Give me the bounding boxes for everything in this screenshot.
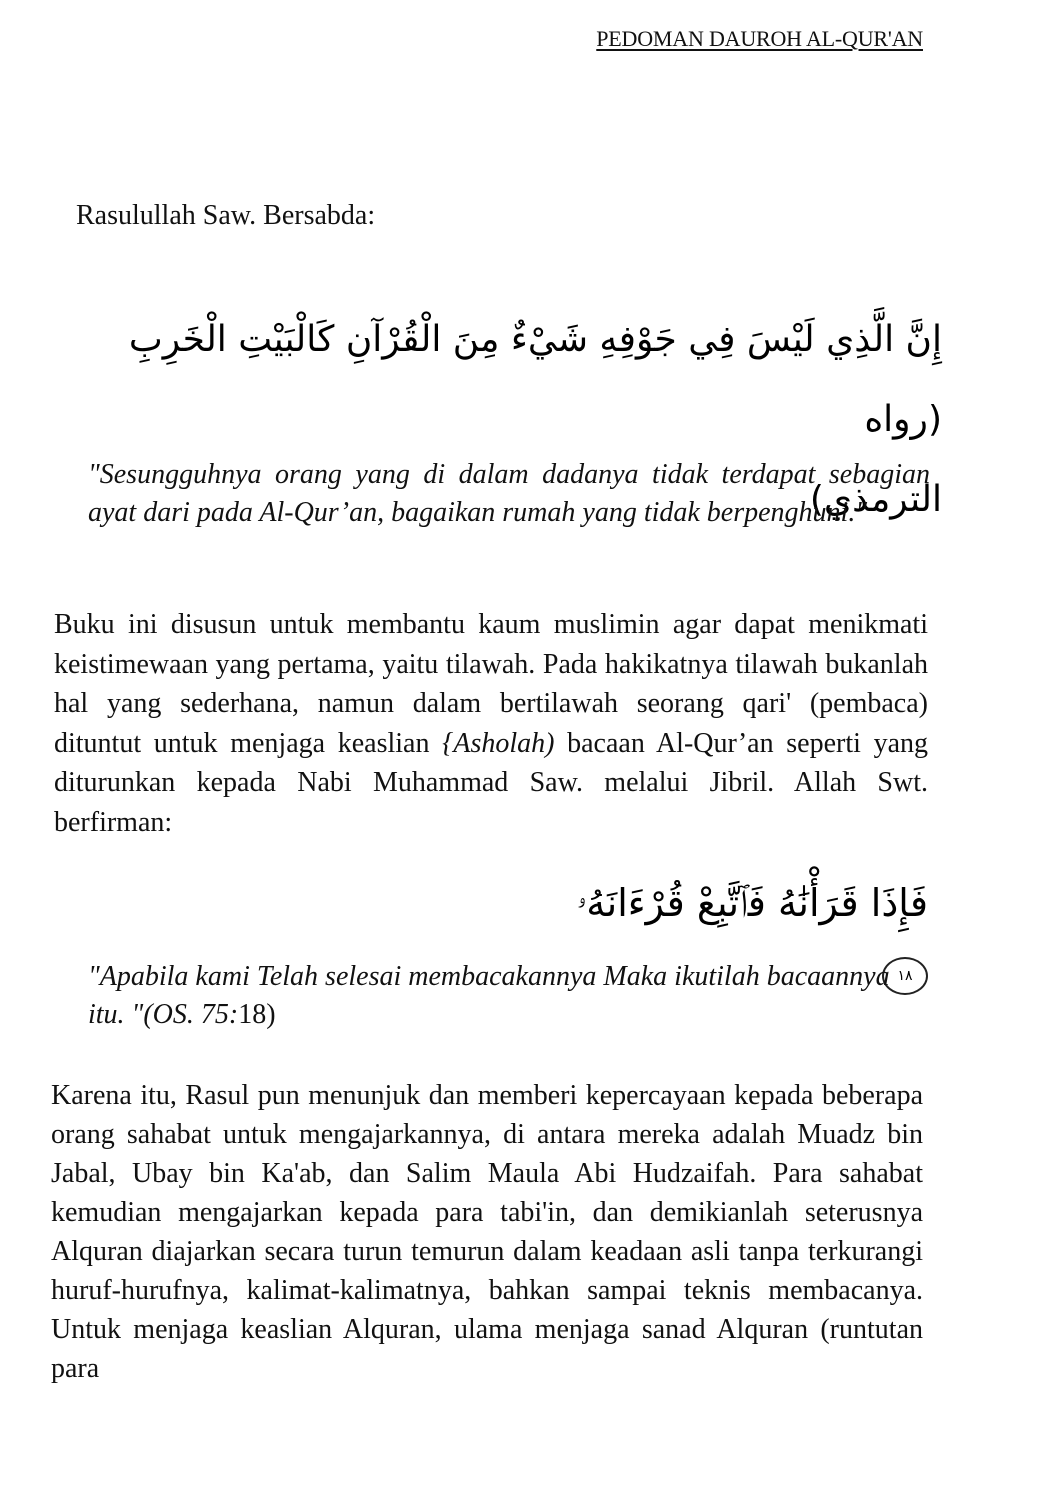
body-paragraph-2: Karena itu, Rasul pun menunjuk dan memberi kepercayaan kepada beberapa orang sahabat untuk mengajarkannya, di antara mereka adalah Muadz bin Jabal, Ubay bin Ka'ab, dan Salim Maula Abi Hudzaifah. Para sahabat kemudian mengajarkan kepada para tabi'in, dan demikianlah seterusnya Alquran diajarkan secara turun temurun dalam keadaan asli tanpa terkurangi huruf-hurufnya, kalimat-kalimatnya, bahkan sampai teknis membacanya. Untuk menjaga keaslian Alquran, ulama menjaga sanad Alquran (runtutan para (51, 1080, 923, 1384)
verse-reference: 18) (238, 999, 276, 1030)
verse-translation-text: "Apabila kami Telah selesai membacakannya Maka ikutilah bacaannya itu. "(OS. 75: (88, 961, 890, 1030)
verse-arabic-text: فَإِذَا قَرَأْنَٰهُ فَٱتَّبِعْ قُرْءَانَهُۥ (576, 881, 928, 925)
paragraph-1-text-start: Buku ini disusun untuk membantu kaum muslimin agar dapat menikmati keistimewaan yang pertama, yaitu tilawah. Pada hakikatnya tilawah bukanlah hal yang sederhana, namun dalam bertilawah seorang qari' (pembaca) dituntut untuk menjaga keaslian (54, 609, 928, 759)
verse-number-marker-icon: ١٨ (882, 957, 928, 995)
hadith-arabic-line-1: إِنَّ الَّذِي لَيْسَ فِي جَوْفِهِ شَيْءٌ مِنَ الْقُرْآنِ كَالْبَيْتِ الْخَرِبِ (رواه (128, 319, 942, 440)
hadith-translation: "Sesungguhnya orang yang di dalam dadanya tidak terdapat sebagian ayat dari pada Al-Qur’an, bagaikan rumah yang tidak berpenghuni." (88, 459, 930, 528)
running-header: PEDOMAN DAUROH AL-QUR'AN (596, 26, 923, 51)
asholah-term: {Asholah) (442, 727, 555, 759)
body-paragraph-1 (54, 605, 928, 842)
verse-translation (88, 958, 930, 1034)
hadith-arabic-line-2: الترمذي) (809, 479, 942, 520)
hadith-intro: Rasulullah Saw. Bersabda: (76, 200, 376, 231)
paragraph-1-text-end: bacaan Al-Qur’an seperti yang diturunkan kepada Nabi Muhammad Saw. melalui Jibril. Allah Swt. berfirman: (54, 727, 928, 838)
